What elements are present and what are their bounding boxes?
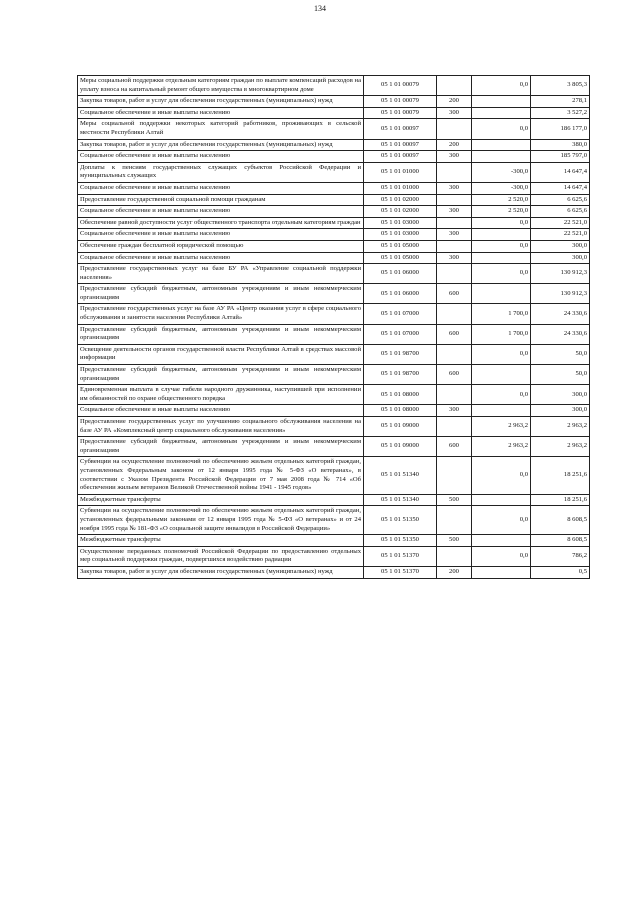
row-expense-type-cell xyxy=(437,457,472,494)
row-name-cell: Межбюджетные трансферты xyxy=(78,535,364,547)
row-name-cell: Доплаты к пенсиям государственных служащих субъектов Российской Федерации и муниципальных служащих xyxy=(78,162,364,182)
row-change-sum-cell xyxy=(472,139,531,151)
row-expense-type-cell: 600 xyxy=(437,365,472,385)
row-name-cell: Закупка товаров, работ и услуг для обеспечения государственных (муниципальных) нужд xyxy=(78,96,364,108)
row-code-cell: 05 1 01 00097 xyxy=(364,139,437,151)
table-row xyxy=(78,365,590,385)
budget-table-body xyxy=(78,76,590,579)
row-name-cell: Единовременная выплата в случае гибели народного дружинника, наступившей при исполнении им обязанностей по охране общественного порядка xyxy=(78,385,364,405)
table-row xyxy=(78,217,590,229)
row-name-cell: Предоставление субсидий бюджетным, автономным учреждениям и иным некоммерческим организациям xyxy=(78,324,364,344)
row-name-cell: Социальное обеспечение и иные выплаты населению xyxy=(78,206,364,218)
row-code-cell: 05 1 01 08000 xyxy=(364,405,437,417)
row-total-sum-cell: 278,1 xyxy=(531,96,590,108)
row-name-cell: Предоставление субсидий бюджетным, автономным учреждениям и иным некоммерческим организациям xyxy=(78,284,364,304)
row-name-cell: Закупка товаров, работ и услуг для обеспечения государственных (муниципальных) нужд xyxy=(78,139,364,151)
row-total-sum-cell: 14 647,4 xyxy=(531,182,590,194)
row-total-sum-cell: 380,0 xyxy=(531,139,590,151)
row-change-sum-cell xyxy=(472,284,531,304)
row-total-sum-cell: 130 912,3 xyxy=(531,264,590,284)
row-expense-type-cell: 300 xyxy=(437,252,472,264)
row-change-sum-cell xyxy=(472,494,531,506)
table-row xyxy=(78,535,590,547)
row-expense-type-cell: 300 xyxy=(437,182,472,194)
row-total-sum-cell: 0,5 xyxy=(531,566,590,578)
row-expense-type-cell: 200 xyxy=(437,566,472,578)
row-code-cell: 05 1 01 98700 xyxy=(364,344,437,364)
row-code-cell: 05 1 01 51340 xyxy=(364,494,437,506)
row-change-sum-cell: 2 963,2 xyxy=(472,417,531,437)
row-change-sum-cell: 0,0 xyxy=(472,240,531,252)
row-name-cell: Социальное обеспечение и иные выплаты населению xyxy=(78,405,364,417)
row-code-cell: 05 1 01 07000 xyxy=(364,324,437,344)
row-code-cell: 05 1 01 03000 xyxy=(364,229,437,241)
table-row xyxy=(78,344,590,364)
row-total-sum-cell: 50,0 xyxy=(531,365,590,385)
row-name-cell: Предоставление субсидий бюджетным, автономным учреждениям и иным некоммерческим организациям xyxy=(78,437,364,457)
row-change-sum-cell: 0,0 xyxy=(472,457,531,494)
row-change-sum-cell xyxy=(472,365,531,385)
row-code-cell: 05 1 01 00079 xyxy=(364,76,437,96)
row-code-cell: 05 1 01 51350 xyxy=(364,535,437,547)
row-total-sum-cell: 300,0 xyxy=(531,240,590,252)
row-name-cell: Социальное обеспечение и иные выплаты населению xyxy=(78,229,364,241)
row-name-cell: Субвенции на осуществление полномочий по обеспечению жильем отдельных категорий граждан, установленных федеральными законами от 12 января 1995 года № 5-ФЗ «О ветеранах» и от 24 ноября 1995 года № 181-ФЗ «О социальной защите инвалидов в Российской Федерации» xyxy=(78,506,364,535)
row-code-cell: 05 1 01 00097 xyxy=(364,151,437,163)
row-change-sum-cell: 0,0 xyxy=(472,264,531,284)
table-row xyxy=(78,182,590,194)
row-code-cell: 05 1 01 98700 xyxy=(364,365,437,385)
row-expense-type-cell xyxy=(437,546,472,566)
row-code-cell: 05 1 01 05000 xyxy=(364,240,437,252)
table-row xyxy=(78,252,590,264)
row-change-sum-cell xyxy=(472,229,531,241)
row-total-sum-cell: 8 608,5 xyxy=(531,535,590,547)
row-code-cell: 05 1 01 06000 xyxy=(364,264,437,284)
row-name-cell: Освещение деятельности органов государственной власти Республики Алтай в средствах массовой информации xyxy=(78,344,364,364)
table-row xyxy=(78,139,590,151)
table-row xyxy=(78,546,590,566)
row-change-sum-cell xyxy=(472,405,531,417)
table-row xyxy=(78,194,590,206)
row-code-cell: 05 1 01 51370 xyxy=(364,546,437,566)
row-change-sum-cell: 0,0 xyxy=(472,546,531,566)
row-total-sum-cell: 2 963,2 xyxy=(531,437,590,457)
row-code-cell: 05 1 01 01000 xyxy=(364,162,437,182)
row-expense-type-cell: 200 xyxy=(437,139,472,151)
row-expense-type-cell: 500 xyxy=(437,494,472,506)
table-row xyxy=(78,206,590,218)
table-row xyxy=(78,385,590,405)
row-change-sum-cell xyxy=(472,535,531,547)
table-row xyxy=(78,240,590,252)
row-expense-type-cell xyxy=(437,240,472,252)
row-code-cell: 05 1 01 51370 xyxy=(364,566,437,578)
row-expense-type-cell xyxy=(437,76,472,96)
table-row xyxy=(78,162,590,182)
row-total-sum-cell: 300,0 xyxy=(531,385,590,405)
row-total-sum-cell: 786,2 xyxy=(531,546,590,566)
row-total-sum-cell: 14 647,4 xyxy=(531,162,590,182)
row-code-cell: 05 1 01 09000 xyxy=(364,437,437,457)
row-name-cell: Социальное обеспечение и иные выплаты населению xyxy=(78,107,364,119)
table-row xyxy=(78,304,590,324)
row-name-cell: Предоставление субсидий бюджетным, автономным учреждениям и иным некоммерческим организациям xyxy=(78,365,364,385)
row-expense-type-cell: 300 xyxy=(437,151,472,163)
row-name-cell: Осуществление переданных полномочий Российской Федерации по предоставлению отдельных мер социальной поддержки граждан, подвергшихся воздействию радиации xyxy=(78,546,364,566)
row-expense-type-cell xyxy=(437,417,472,437)
table-row xyxy=(78,284,590,304)
row-total-sum-cell: 3 805,3 xyxy=(531,76,590,96)
row-expense-type-cell xyxy=(437,119,472,139)
row-total-sum-cell: 18 251,6 xyxy=(531,457,590,494)
row-code-cell: 05 1 01 02000 xyxy=(364,194,437,206)
row-change-sum-cell: 2 520,0 xyxy=(472,206,531,218)
row-expense-type-cell xyxy=(437,344,472,364)
row-expense-type-cell: 200 xyxy=(437,96,472,108)
row-change-sum-cell xyxy=(472,151,531,163)
row-code-cell: 05 1 01 51350 xyxy=(364,506,437,535)
table-row xyxy=(78,506,590,535)
row-expense-type-cell xyxy=(437,385,472,405)
row-expense-type-cell xyxy=(437,304,472,324)
row-total-sum-cell: 18 251,6 xyxy=(531,494,590,506)
row-total-sum-cell: 185 797,0 xyxy=(531,151,590,163)
row-change-sum-cell: -300,0 xyxy=(472,162,531,182)
row-total-sum-cell: 300,0 xyxy=(531,252,590,264)
row-code-cell: 05 1 01 03000 xyxy=(364,217,437,229)
row-expense-type-cell xyxy=(437,264,472,284)
row-total-sum-cell: 24 330,6 xyxy=(531,324,590,344)
row-total-sum-cell: 130 912,3 xyxy=(531,284,590,304)
row-change-sum-cell: 1 700,0 xyxy=(472,304,531,324)
row-name-cell: Меры социальной поддержки отдельным категориям граждан по выплате компенсаций расходов на уплату взноса на капитальный ремонт общего имущества в многоквартирном доме xyxy=(78,76,364,96)
row-change-sum-cell: 2 520,0 xyxy=(472,194,531,206)
table-row xyxy=(78,324,590,344)
table-row xyxy=(78,229,590,241)
row-expense-type-cell: 600 xyxy=(437,324,472,344)
row-name-cell: Предоставление государственных услуг на базе АУ РА «Центр оказания услуг в сфере социального обслуживания и занятости населения Республики Алтай» xyxy=(78,304,364,324)
row-change-sum-cell: -300,0 xyxy=(472,182,531,194)
row-total-sum-cell: 50,0 xyxy=(531,344,590,364)
row-code-cell: 05 1 01 00079 xyxy=(364,96,437,108)
budget-table xyxy=(77,75,590,579)
row-change-sum-cell: 0,0 xyxy=(472,76,531,96)
row-name-cell: Предоставление государственной социальной помощи гражданам xyxy=(78,194,364,206)
table-row xyxy=(78,76,590,96)
row-total-sum-cell: 22 521,0 xyxy=(531,229,590,241)
row-expense-type-cell xyxy=(437,217,472,229)
table-row xyxy=(78,457,590,494)
row-expense-type-cell: 500 xyxy=(437,535,472,547)
row-expense-type-cell: 600 xyxy=(437,284,472,304)
row-total-sum-cell: 186 177,0 xyxy=(531,119,590,139)
row-name-cell: Обеспечение граждан бесплатной юридической помощью xyxy=(78,240,364,252)
row-code-cell: 05 1 01 05000 xyxy=(364,252,437,264)
row-expense-type-cell: 300 xyxy=(437,229,472,241)
row-expense-type-cell xyxy=(437,162,472,182)
row-expense-type-cell xyxy=(437,506,472,535)
row-change-sum-cell xyxy=(472,252,531,264)
row-change-sum-cell xyxy=(472,96,531,108)
row-code-cell: 05 1 01 01000 xyxy=(364,182,437,194)
row-name-cell: Обеспечение равной доступности услуг общественного транспорта отдельным категориям граждан xyxy=(78,217,364,229)
row-change-sum-cell: 1 700,0 xyxy=(472,324,531,344)
row-name-cell: Социальное обеспечение и иные выплаты населению xyxy=(78,182,364,194)
row-total-sum-cell: 6 625,6 xyxy=(531,194,590,206)
table-row xyxy=(78,264,590,284)
row-name-cell: Закупка товаров, работ и услуг для обеспечения государственных (муниципальных) нужд xyxy=(78,566,364,578)
row-change-sum-cell: 2 963,2 xyxy=(472,437,531,457)
row-code-cell: 05 1 01 06000 xyxy=(364,284,437,304)
row-expense-type-cell: 600 xyxy=(437,437,472,457)
row-name-cell: Меры социальной поддержки некоторых категорий работников, проживающих в сельской местности Республики Алтай xyxy=(78,119,364,139)
row-change-sum-cell: 0,0 xyxy=(472,119,531,139)
row-name-cell: Предоставление государственных услуг по улучшению социального обслуживания населения на базе АУ РА «Комплексный центр социального обслуживания населения» xyxy=(78,417,364,437)
row-total-sum-cell: 24 330,6 xyxy=(531,304,590,324)
row-total-sum-cell: 8 608,5 xyxy=(531,506,590,535)
row-name-cell: Межбюджетные трансферты xyxy=(78,494,364,506)
row-code-cell: 05 1 01 09000 xyxy=(364,417,437,437)
row-name-cell: Социальное обеспечение и иные выплаты населению xyxy=(78,151,364,163)
row-change-sum-cell: 0,0 xyxy=(472,217,531,229)
page-number: 134 xyxy=(314,4,326,13)
row-total-sum-cell: 6 625,6 xyxy=(531,206,590,218)
row-code-cell: 05 1 01 02000 xyxy=(364,206,437,218)
row-name-cell: Предоставление государственных услуг на базе БУ РА «Управление социальной поддержки населения» xyxy=(78,264,364,284)
row-total-sum-cell: 22 521,0 xyxy=(531,217,590,229)
row-total-sum-cell: 300,0 xyxy=(531,405,590,417)
table-row xyxy=(78,405,590,417)
table-row xyxy=(78,96,590,108)
row-expense-type-cell: 300 xyxy=(437,107,472,119)
row-expense-type-cell: 300 xyxy=(437,405,472,417)
table-row xyxy=(78,417,590,437)
row-code-cell: 05 1 01 08000 xyxy=(364,385,437,405)
row-change-sum-cell: 0,0 xyxy=(472,506,531,535)
row-name-cell: Социальное обеспечение и иные выплаты населению xyxy=(78,252,364,264)
row-code-cell: 05 1 01 07000 xyxy=(364,304,437,324)
row-change-sum-cell xyxy=(472,566,531,578)
row-code-cell: 05 1 01 00097 xyxy=(364,119,437,139)
row-change-sum-cell: 0,0 xyxy=(472,385,531,405)
table-row xyxy=(78,119,590,139)
row-total-sum-cell: 2 963,2 xyxy=(531,417,590,437)
table-row xyxy=(78,107,590,119)
row-change-sum-cell: 0,0 xyxy=(472,344,531,364)
table-row xyxy=(78,566,590,578)
table-row xyxy=(78,494,590,506)
row-code-cell: 05 1 01 00079 xyxy=(364,107,437,119)
row-name-cell: Субвенции на осуществление полномочий по обеспечению жильем отдельных категорий граждан, установленных Федеральным законом от 12 января 1995 года № 5-ФЗ «О ветеранах», в соответствии с Указом Президента Российской Федерации от 7 мая 2008 года № 714 «Об обеспечении жильем ветеранов Великой Отечественной войны 1941 - 1945 годов» xyxy=(78,457,364,494)
row-code-cell: 05 1 01 51340 xyxy=(364,457,437,494)
row-expense-type-cell xyxy=(437,194,472,206)
row-change-sum-cell xyxy=(472,107,531,119)
row-total-sum-cell: 3 527,2 xyxy=(531,107,590,119)
row-expense-type-cell: 300 xyxy=(437,206,472,218)
table-row xyxy=(78,437,590,457)
table-row xyxy=(78,151,590,163)
